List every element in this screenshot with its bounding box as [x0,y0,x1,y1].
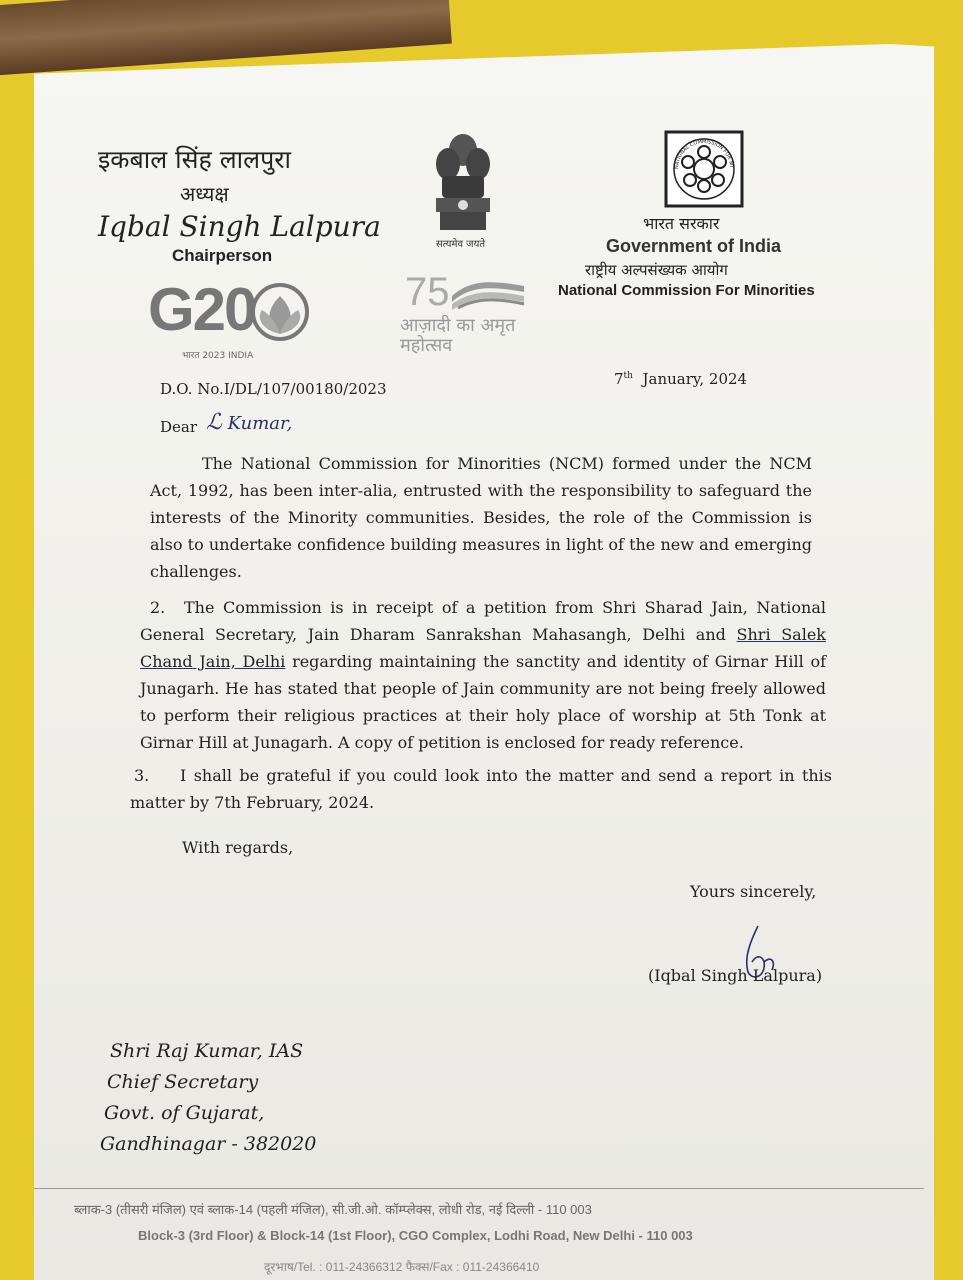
handwritten-name: Kumar, [227,413,293,434]
national-emblem-icon [428,128,498,234]
paragraph-2-number: 2. [150,598,166,617]
paragraph-1-text: The National Commission for Minorities (NCM) formed under the NCM Act, 1992, has been inter-alia, entrusted with the responsibility to safeguard the interests of the Minority communities. Besides, the role of the Commission is also to undertake confidence building measures in light of the new and emerging challenges. [150,454,812,581]
paragraph-2-text-b: regarding maintaining the sanctity and identity of Girnar Hill of Junagarh. He has stated that people of Jain community are not being freely allowed to perform their religious practices at their holy place of worship at 5th Tonk at Girnar Hill at Junagarh. A copy of petition is enclosed for ready reference. [140,652,827,752]
paragraph-3 [130,762,832,816]
flag-wave-icon [450,278,526,314]
ncm-logo-text: NATIONAL COMMISSION FOR MI [673,138,734,170]
reference-number: D.O. No.I/DL/107/00180/2023 [160,380,387,398]
g20-logo-text: G20 [148,276,256,343]
chairperson-title-english: Chairperson [172,246,273,265]
petitioner-name-underlined: Shri Salek Chand Jain, Delhi [140,625,826,671]
regards: With regards, [182,838,294,857]
paragraph-3-number: 3. [134,766,150,785]
footer-divider [34,1188,924,1189]
g20-subtitle: भारत 2023 INDIA [182,351,254,361]
handwritten-initials-icon: ℒ [206,410,222,435]
azadi-text: आज़ादी का अमृत महोत्सव [400,315,516,356]
date-suffix: th [623,371,633,381]
addressee-office: Govt. of Gujarat, [104,1102,265,1124]
government-hindi: भारत सरकार [643,214,720,233]
chairperson-name-hindi: इकबाल सिंह लालपुरा [98,145,291,174]
chairperson-title-hindi: अध्यक्ष [180,182,229,206]
salutation: Dear [160,418,198,436]
footer-phone: दूरभाष/Tel. : 011-24366312 फैक्स/Fax : 011-24366410 [264,1260,540,1274]
commission-name-english: National Commission For Minorities [558,282,815,299]
signatory-name: (Iqbal Singh Lalpura) [648,966,823,985]
azadi-75-logo: 75 [405,270,450,314]
paragraph-3-text: I shall be grateful if you could look into the matter and send a report in this matter by 7th February, 2024. [130,766,832,812]
date-month-year: January, 2024 [642,370,748,388]
ncm-logo-icon [664,130,744,208]
paragraph-2-text-a: The Commission is in receipt of a petition from Shri Sharad Jain, National General Secretary, Jain Dharam Sanrakshan Mahasangh, Delhi and [140,598,826,644]
letter-date [614,370,747,388]
addressee-name: Shri Raj Kumar, IAS [110,1040,304,1062]
footer-address-english: Block-3 (3rd Floor) & Block-14 (1st Floor), CGO Complex, Lodhi Road, New Delhi - 110 003 [138,1228,693,1243]
g20-lotus-icon [250,282,310,342]
emblem-caption: सत्यमेव जयते [436,239,486,250]
date-day: 7 [614,370,624,388]
government-english: Government of India [606,236,782,256]
addressee-city: Gandhinagar - 382020 [100,1133,317,1155]
chairperson-name-english: Iqbal Singh Lalpura [98,210,381,243]
g20-logo [148,276,256,343]
footer-address-hindi: ब्लाक-3 (तीसरी मंजिल) एवं ब्लाक-14 (पहली मंजिल), सी.जी.ओ. कॉम्प्लेक्स, लोधी रोड, नई दिल्ली - 110 003 [74,1202,592,1217]
paragraph-2 [140,594,826,756]
addressee-designation: Chief Secretary [107,1071,259,1093]
addressee-block [100,1036,317,1160]
closing: Yours sincerely, [690,882,817,901]
paragraph-1 [150,450,812,585]
handwritten-addressee [206,410,292,435]
commission-name-hindi: राष्ट्रीय अल्पसंख्यक आयोग [585,261,728,279]
